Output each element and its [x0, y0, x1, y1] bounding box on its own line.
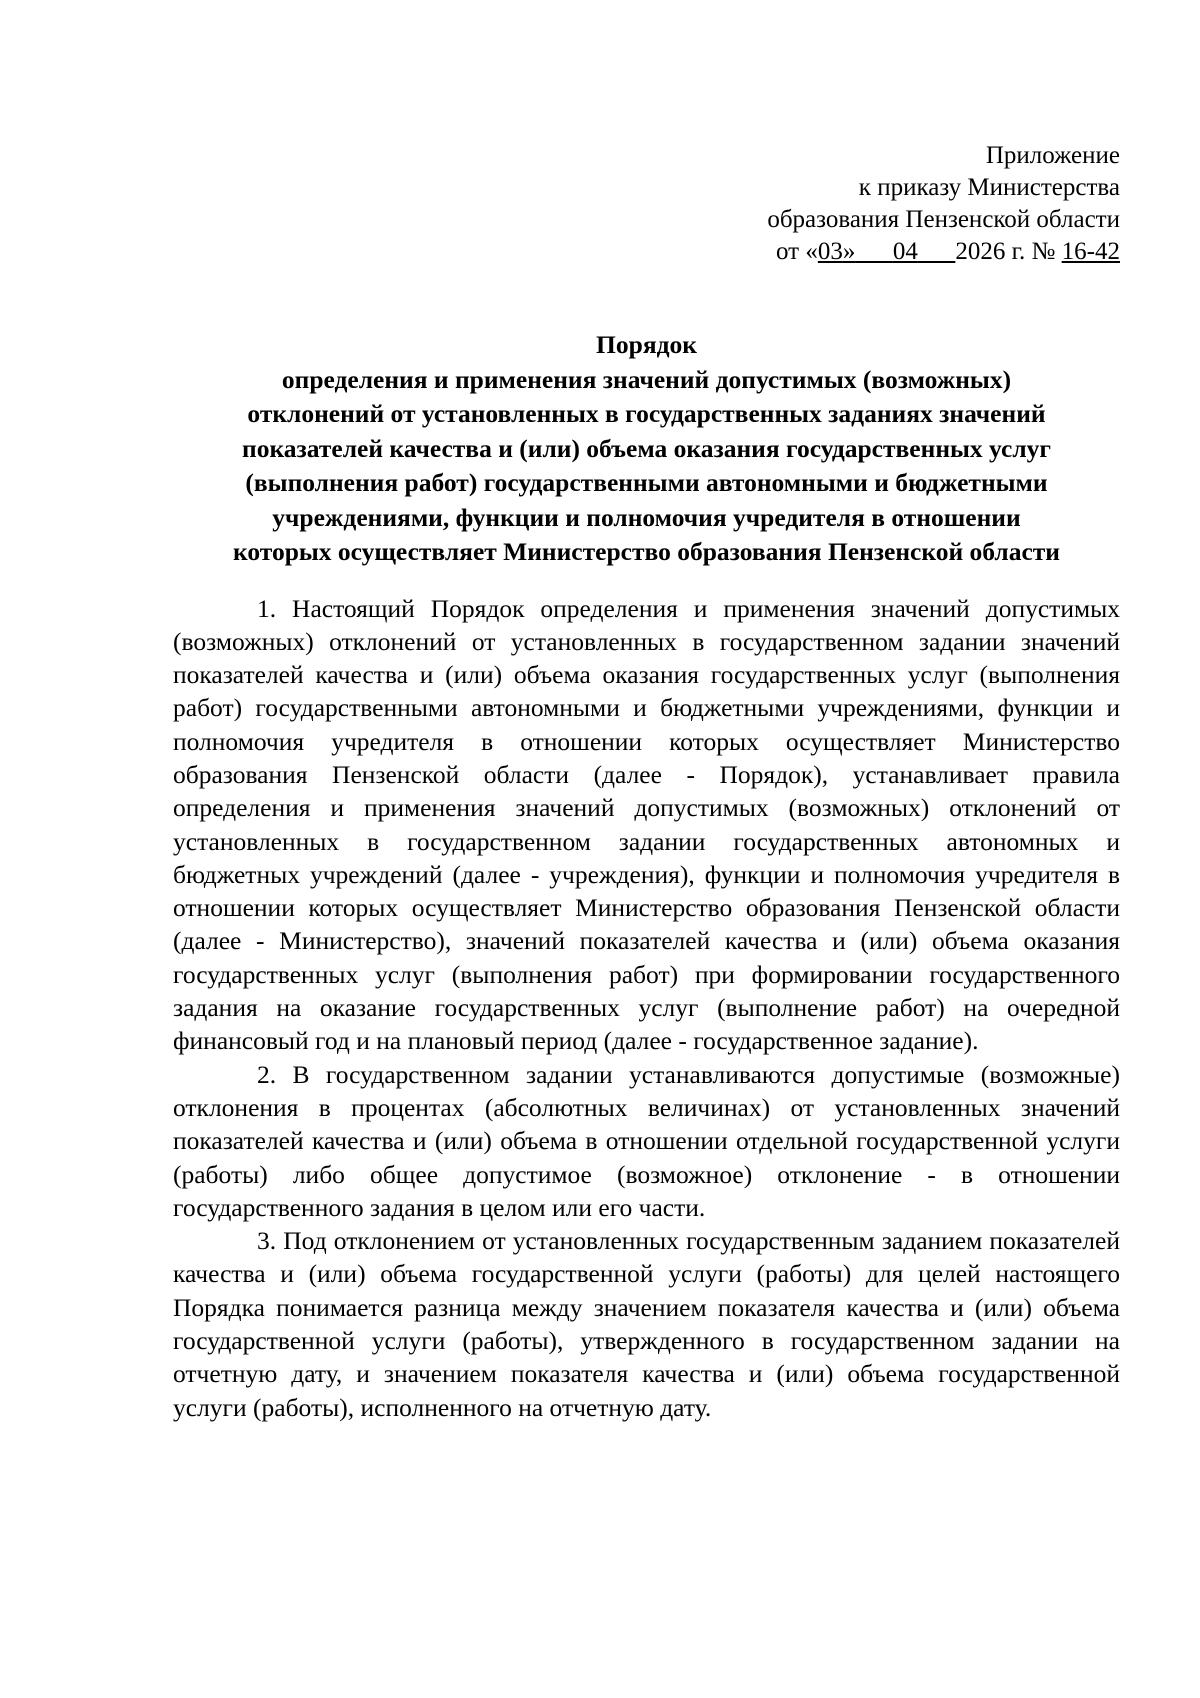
- date-day: 03: [817, 238, 843, 265]
- paragraph-2: 2. В государственном задании устанавливаются допустимые (возможные) отклонения в процентах (абсолютных величинах) от установленных значений показателей качества и (или) объема в отношении отдельной государственной услуги (работы) либо общее допустимое (возможное) отклонение - в отношении государственного задания в целом или его части.: [173, 1059, 1120, 1222]
- appendix-order-ref: к приказу Министерства: [858, 174, 1120, 201]
- document-page: [173, 140, 1120, 1424]
- date-year: 2026 г. №: [955, 238, 1062, 265]
- title-line-2: отклонений от установленных в государственных заданиях значений: [247, 399, 1046, 428]
- date-day-close: »: [842, 238, 856, 265]
- title-line-3: показателей качества и (или) объема оказания государственных услуг: [242, 433, 1051, 463]
- date-gap-1: [855, 238, 893, 265]
- paragraph-3: 3. Под отклонением от установленных государственным заданием показателей качества и (или) объема государственной услуги (работы) для целей настоящего Порядка понимается разница между значением показателя качества и (или) объема государственной услуги (работы), утвержденного в государственном задании на отчетную дату, и значением показателя качества и (или) объема государственной услуги (работы), исполненного на отчетную дату.: [173, 1226, 1120, 1422]
- appendix-label: Приложение: [985, 142, 1120, 169]
- title-line-6: которых осуществляет Министерство образования Пензенской области: [233, 537, 1060, 566]
- title-line-1: определения и применения значений допустимых (возможных): [281, 364, 1012, 394]
- date-gap-2: [918, 238, 956, 265]
- title-heading: Порядок: [596, 330, 697, 359]
- date-month: 04: [892, 238, 918, 265]
- title-line-5: учреждениями, функции и полномочия учредителя в отношении: [272, 502, 1021, 532]
- document-body: [173, 592, 1120, 1424]
- title-line-4: (выполнения работ) государственными автономными и бюджетными: [245, 468, 1048, 497]
- appendix-ministry: образования Пензенской области: [767, 206, 1120, 233]
- appendix-date-line: [173, 236, 1120, 268]
- document-title: [173, 328, 1120, 570]
- paragraph-1: 1. Настоящий Порядок определения и применения значений допустимых (возможных) отклонений от установленных в государственном задании значений показателей качества и (или) объема оказания государственных услуг (выполнения работ) государственными автономными и бюджетными учреждениями, функции и полномочия учредителя в отношении которых осуществляет Министерство образования Пензенской области (далее - Порядок), устанавливает правила определения и применения значений допустимых (возможных) отклонений от установленных в государственном задании государственных автономных и бюджетных учреждений (далее - учреждения), функции и полномочия учредителя в отношении которых осуществляет Министерство образования Пензенской области (далее - Министерство), значений показателей качества и (или) объема оказания государственных услуг (выполнения работ) при формировании государственного задания на оказание государственных услуг (выполнение работ) на очередной финансовый год и на плановый период (далее - государственное задание).: [173, 593, 1120, 1056]
- order-number: 16-42: [1061, 238, 1120, 265]
- appendix-block: [173, 140, 1120, 268]
- date-prefix: от «: [776, 238, 818, 265]
